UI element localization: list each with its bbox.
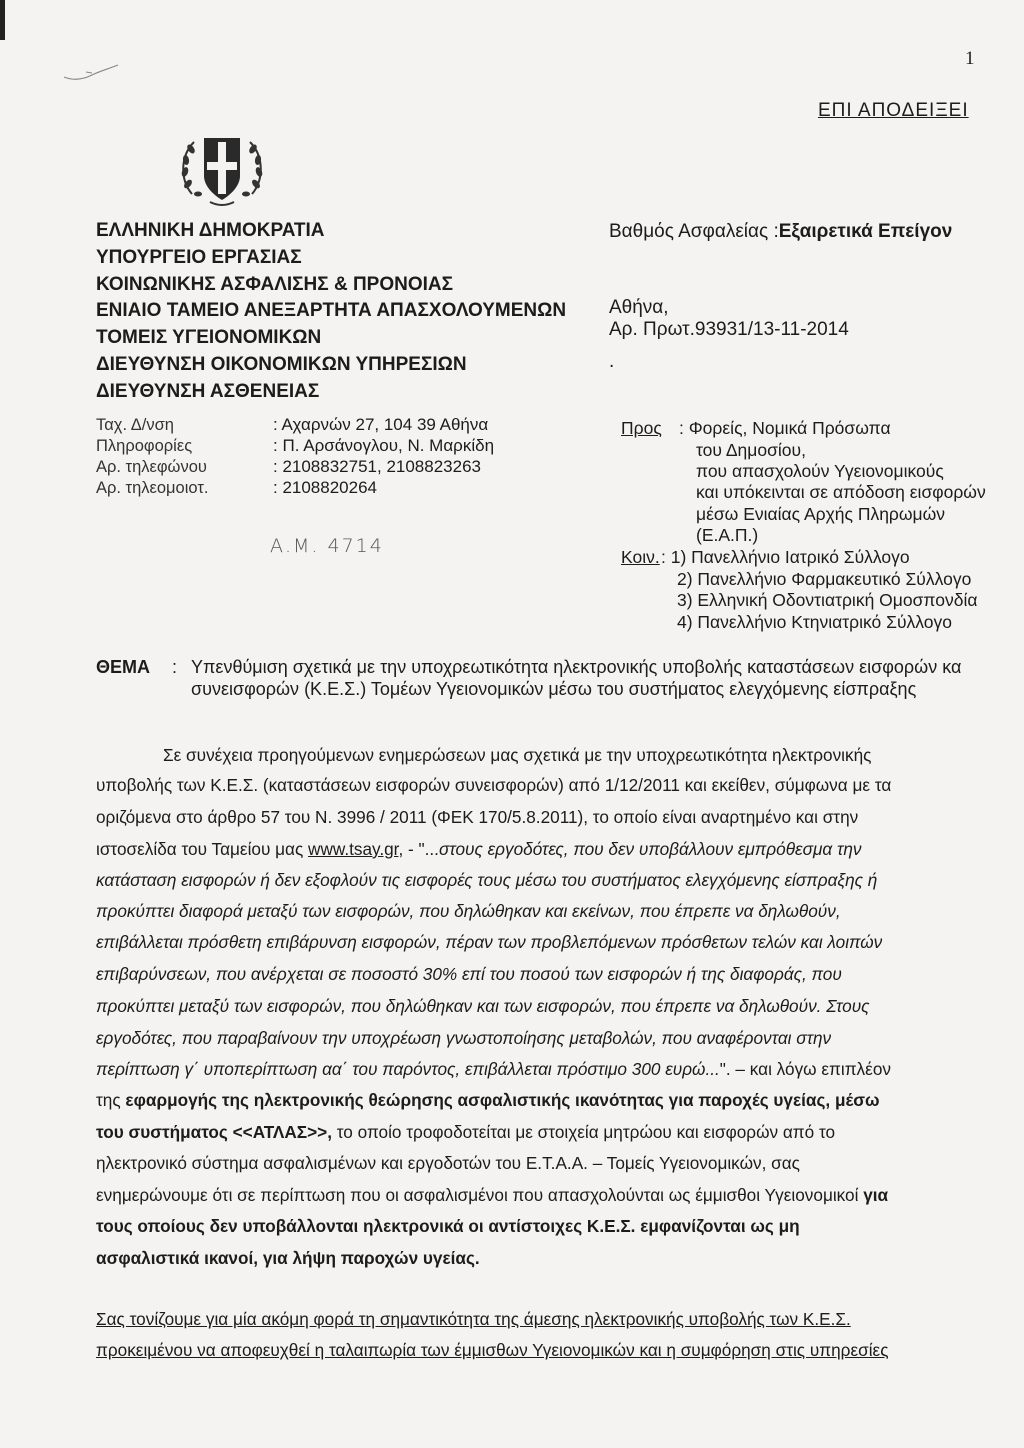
quoted-line: προκύπτει μεταξύ των εισφορών, που δηλώθηκαν και των εισφορών, που έπρεπε να δηλωθούν. Στους xyxy=(96,996,870,1016)
body-line xyxy=(96,836,862,863)
to-label: Προς xyxy=(621,418,662,438)
contact-value: : 2108820264 xyxy=(273,478,377,497)
org-line: ΚΟΙΝΩΝΙΚΗΣ ΑΣΦΑΛΙΣΗΣ & ΠΡΟΝΟΙΑΣ xyxy=(96,273,454,295)
org-line: ΕΛΛΗΝΙΚΗ ΔΗΜΟΚΡΑΤΙΑ xyxy=(96,220,325,241)
body-line: υποβολής των Κ.Ε.Σ. (καταστάσεων εισφορών συνεισφορών) από 1/12/2011 και εκείθεν, σύμφωνα με τα xyxy=(96,775,892,795)
to-line: και υπόκεινται σε απόδοση εισφορών xyxy=(696,482,986,502)
org-line: ΔΙΕΥΘΥΝΣΗ ΟΙΚΟΝΟΜΙΚΩΝ ΥΠΗΡΕΣΙΩΝ xyxy=(96,353,467,375)
quoted-line: επιβαρύνσεων, που ανέρχεται σε ποσοστό 30% επί του ποσού των εισφορών ή της διαφοράς, που xyxy=(96,964,842,984)
scan-edge-mark xyxy=(0,0,5,40)
subject-colon: : xyxy=(172,657,178,677)
greek-emblem-icon xyxy=(174,130,270,210)
stray-dot: . xyxy=(609,351,615,372)
delivery-stamp: ΕΠΙ ΑΠΟΔΕΙΞΕΙ xyxy=(818,100,969,121)
subject-label: ΘΕΜΑ xyxy=(96,657,150,677)
quoted-line: κατάσταση εισφορών ή δεν εξοφλούν τις εισφορές τους μέσω του συστήματος ελεγχόμενης είσπραξης ή xyxy=(96,870,878,890)
cc-line: 2) Πανελλήνιο Φαρμακευτικό Σύλλογο xyxy=(677,569,972,589)
quoted-line: επιβάλλεται πρόσθετη επιβάρυνση εισφορών, πέραν των προβλεπόμενων πρόσθετων τελών και λοιπών xyxy=(96,932,883,952)
pen-scribble-mark xyxy=(62,55,122,85)
underlined-line: Σας τονίζουμε για μία ακόμη φορά τη σημαντικότητα της άμεσης ηλεκτρονικής υποβολής των Κ.Ε.Σ. xyxy=(96,1309,851,1329)
contact-value: : Π. Αρσάνογλου, Ν. Μαρκίδη xyxy=(273,436,495,455)
body-line xyxy=(96,1087,880,1114)
quoted-text: περίπτωση γ΄ υποπερίπτωση αα΄ του παρόντος, επιβάλλεται πρόστιμο 300 ευρώ... xyxy=(96,1059,720,1079)
handwritten-note: Α.Μ. 4714 xyxy=(270,535,384,557)
to-line: που απασχολούν Υγειονομικούς xyxy=(696,461,944,481)
body-text: το οποίο τροφοδοτείται με στοιχεία μητρώου και εισφορών από το xyxy=(331,1122,836,1142)
org-line: ΔΙΕΥΘΥΝΣΗ ΑΣΘΕΝΕΙΑΣ xyxy=(96,380,320,402)
underlined-line: προκειμένου να αποφευχθεί η ταλαιπωρία των έμμισθων Υγειονομικών και η συμφόρηση στις υπηρεσίες xyxy=(96,1340,889,1360)
to-line: του Δημοσίου, xyxy=(696,440,806,460)
contact-label: Αρ. τηλεφώνου xyxy=(96,458,207,476)
body-text: της xyxy=(96,1090,126,1110)
body-line: οριζόμενα στο άρθρο 57 του Ν. 3996 / 2011 (ΦΕΚ 170/5.8.2011), το οποίο είναι αναρτημένο και στην xyxy=(96,807,859,827)
body-text: ". – και λόγω επιπλέον xyxy=(719,1059,891,1079)
issue-city: Αθήνα, xyxy=(609,297,669,318)
body-text: ιστοσελίδα του Ταμείου μας xyxy=(96,839,309,859)
body-line: ηλεκτρονικό σύστημα ασφαλισμένων και εργοδοτών του Ε.Τ.Α.Α. – Τομείς Υγειονομικών, σας xyxy=(96,1153,800,1173)
page-number: 1 xyxy=(965,48,975,69)
body-line xyxy=(96,1182,888,1209)
org-line: ΤΟΜΕΙΣ ΥΓΕΙΟΝΟΜΙΚΩΝ xyxy=(96,327,322,349)
bold-line: τους οποίους δεν υποβάλλονται ηλεκτρονικά οι αντίστοιχες Κ.Ε.Σ. εμφανίζονται ως μη xyxy=(96,1216,800,1236)
contact-value: : Αχαρνών 27, 104 39 Αθήνα xyxy=(273,415,489,434)
org-line: ΥΠΟΥΡΓΕΙΟ ΕΡΓΑΣΙΑΣ xyxy=(96,246,302,268)
issuing-authority-block xyxy=(96,218,566,406)
quoted-text: στους εργοδότες, που δεν υποβάλλουν εμπρόθεσμα την xyxy=(438,839,862,859)
security-level xyxy=(609,220,952,244)
cc-line: 3) Ελληνική Οδοντιατρική Ομοσπονδία xyxy=(677,590,978,610)
protocol-number: Αρ. Πρωτ.93931/13-11-2014 xyxy=(609,319,849,340)
subject-line: συνεισφορών (Κ.Ε.Σ.) Τομέων Υγειονομικών μέσω του συστήματος ελεγχόμενης είσπραξης xyxy=(191,679,917,699)
bold-text: εφαρμογής της ηλεκτρονικής θεώρησης ασφαλιστικής ικανότητας για παροχές υγείας, μέσω xyxy=(125,1090,880,1110)
contact-label: Πληροφορίες xyxy=(96,437,193,455)
org-line: ΕΝΙΑΙΟ ΤΑΜΕΙΟ ΑΝΕΞΑΡΤΗΤΑ ΑΠΑΣΧΟΛΟΥΜΕΝΩΝ xyxy=(96,300,567,322)
cc-line: : 1) Πανελλήνιο Ιατρικό Σύλλογο xyxy=(661,547,910,567)
to-line: : Φορείς, Νομικά Πρόσωπα xyxy=(679,418,891,438)
security-label: Βαθμός Ασφαλείας : xyxy=(609,221,779,242)
subject-line: Υπενθύμιση σχετικά με την υποχρεωτικότητα ηλεκτρονικής υποβολής καταστάσεων εισφορών κα xyxy=(191,657,962,677)
quoted-line: εργοδότες, που παραβαίνουν την υποχρέωση γνωστοποίησης μεταβολών, που αναφέρονται στην xyxy=(96,1028,832,1048)
to-line: (Ε.Α.Π.) xyxy=(696,525,759,545)
contact-label: Αρ. τηλεομοιοτ. xyxy=(96,479,209,497)
body-text: ενημερώνουμε ότι σε περίπτωση που οι ασφαλισμένοι που απασχολούνται ως έμμισθοι Υγειονομικοί xyxy=(96,1185,864,1205)
security-value: Εξαιρετικά Επείγον xyxy=(778,221,953,242)
body-line: Σε συνέχεια προηγούμενων ενημερώσεων μας σχετικά με την υποχρεωτικότητα ηλεκτρονικής xyxy=(163,745,872,765)
cc-line: 4) Πανελλήνιο Κτηνιατρικό Σύλλογο xyxy=(677,612,952,632)
contact-label: Ταχ. Δ/νση xyxy=(96,416,174,434)
bold-line: ασφαλιστικά ικανοί, για λήψη παροχών υγείας. xyxy=(96,1248,480,1268)
cc-label: Κοιν. xyxy=(621,547,660,567)
bold-text: του συστήματος <<ΑΤΛΑΣ>>, xyxy=(96,1122,332,1142)
quoted-line: προκύπτει διαφορά μεταξύ των εισφορών, που δηλώθηκαν και εκείνων, που έπρεπε να δηλωθούν, xyxy=(96,901,841,921)
to-line: μέσω Ενιαίας Αρχής Πληρωμών xyxy=(696,504,946,524)
body-line xyxy=(96,1056,891,1083)
contact-value: : 2108832751, 2108823263 xyxy=(273,457,481,476)
website-link[interactable]: www.tsay.gr xyxy=(308,839,399,859)
body-text: , - "... xyxy=(398,839,439,859)
bold-text: για xyxy=(863,1185,889,1205)
body-line xyxy=(96,1119,835,1146)
